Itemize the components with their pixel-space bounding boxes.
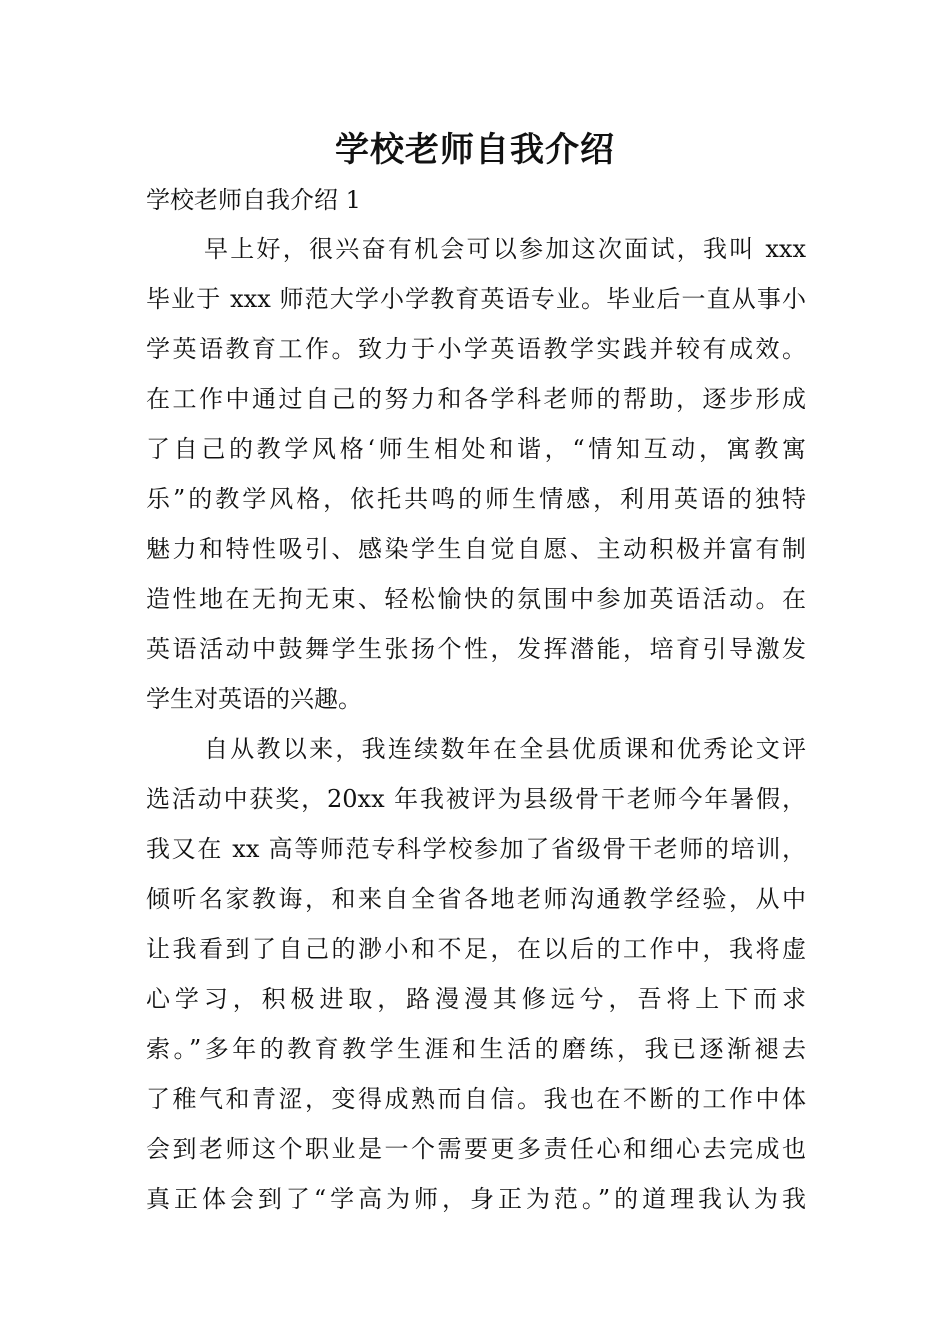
paragraph-1-line-7: 魅力和特性吸引、感染学生自觉自愿、主动积极并富有制 xyxy=(146,535,806,563)
paragraph-1-line-3: 学英语教育工作。致力于小学英语教学实践并较有成效。 xyxy=(146,335,806,363)
paragraph-2-line-6: 心学习，积极进取，路漫漫其修远兮，吾将上下而求 xyxy=(146,985,806,1013)
paragraph-1-line-4: 在工作中通过自己的努力和各学科老师的帮助，逐步形成 xyxy=(146,385,806,413)
paragraph-1-line-6: 乐”的教学风格，依托共鸣的师生情感，利用英语的独特 xyxy=(146,485,806,513)
paragraph-1-line-10: 学生对英语的兴趣。 xyxy=(146,685,362,713)
section-heading: 学校老师自我介绍 1 xyxy=(146,186,361,214)
paragraph-1-line-5: 了自己的教学风格‘师生相处和谐，“情知互动，寓教寓 xyxy=(146,435,806,463)
paragraph-2-line-2: 选活动中获奖，20xx 年我被评为县级骨干老师今年暑假， xyxy=(146,785,806,813)
paragraph-2-line-10: 真正体会到了“学高为师，身正为范。”的道理我认为我 xyxy=(146,1185,806,1213)
paragraph-1-line-1: 早上好，很兴奋有机会可以参加这次面试，我叫 xxx xyxy=(204,235,806,263)
paragraph-2-line-8: 了稚气和青涩，变得成熟而自信。我也在不断的工作中体 xyxy=(146,1085,806,1113)
document-title: 学校老师自我介绍 xyxy=(335,130,615,170)
paragraph-2-line-7: 索。”多年的教育教学生涯和生活的磨练，我已逐渐褪去 xyxy=(146,1035,806,1063)
paragraph-2-line-4: 倾听名家教诲，和来自全省各地老师沟通教学经验，从中 xyxy=(146,885,806,913)
paragraph-2-line-3: 我又在 xx 高等师范专科学校参加了省级骨干老师的培训， xyxy=(146,835,806,863)
paragraph-1-line-2: 毕业于 xxx 师范大学小学教育英语专业。毕业后一直从事小 xyxy=(146,285,806,313)
paragraph-1-line-8: 造性地在无拘无束、轻松愉快的氛围中参加英语活动。在 xyxy=(146,585,806,613)
paragraph-2-line-1: 自从教以来，我连续数年在全县优质课和优秀论文评 xyxy=(204,735,806,763)
paragraph-1-line-9: 英语活动中鼓舞学生张扬个性，发挥潜能，培育引导激发 xyxy=(146,635,806,663)
paragraph-2-line-5: 让我看到了自己的渺小和不足，在以后的工作中，我将虚 xyxy=(146,935,806,963)
paragraph-2-line-9: 会到老师这个职业是一个需要更多责任心和细心去完成也 xyxy=(146,1135,806,1163)
